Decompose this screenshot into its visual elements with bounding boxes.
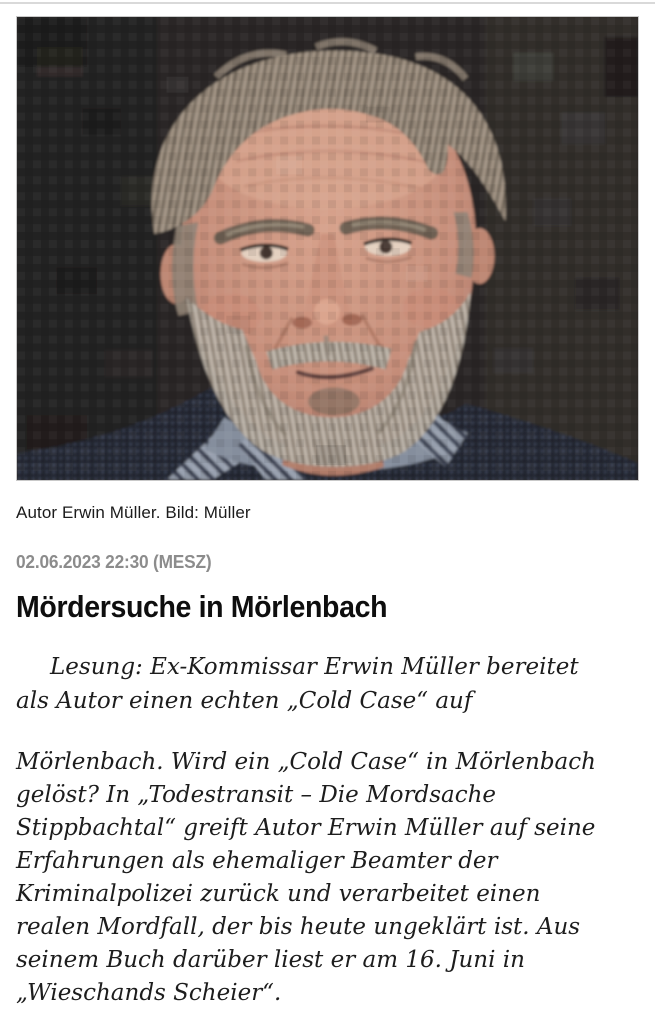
body-line: realen Mordfall, der bis heute ungeklärt ist. Aus xyxy=(16,914,581,940)
body-line: Erfahrungen als ehemaliger Beamter der xyxy=(16,848,498,874)
article-body xyxy=(16,746,639,1010)
article-photo xyxy=(16,16,639,481)
photo-caption: Autor Erwin Müller. Bild: Müller xyxy=(16,503,251,522)
body-line: gelöst? In „Todestransit – Die Mordsache xyxy=(16,782,497,808)
body-line: Kriminalpolizei zurück und verarbeitet einen xyxy=(16,881,541,907)
body-line: „Wieschands Scheier“. xyxy=(16,980,282,1006)
lead-line: Lesung: Ex-Kommissar Erwin Müller bereitet xyxy=(50,654,579,680)
body-line: Mörlenbach. Wird ein „Cold Case“ in Mörlenbach xyxy=(16,749,596,775)
lead-line: als Autor einen echten „Cold Case“ auf xyxy=(16,688,473,714)
article-lead xyxy=(16,650,639,718)
article-timestamp: 02.06.2023 22:30 (MESZ) xyxy=(16,552,212,572)
pixelation-overlay xyxy=(17,17,638,480)
body-line: seinem Buch darüber liest er am 16. Juni in xyxy=(16,947,525,973)
article-headline: Mördersuche in Mörlenbach xyxy=(16,589,388,624)
portrait-svg xyxy=(17,17,638,480)
body-line: Stippbachtal“ greift Autor Erwin Müller auf seine xyxy=(16,815,596,841)
page-top-rule xyxy=(0,2,655,4)
